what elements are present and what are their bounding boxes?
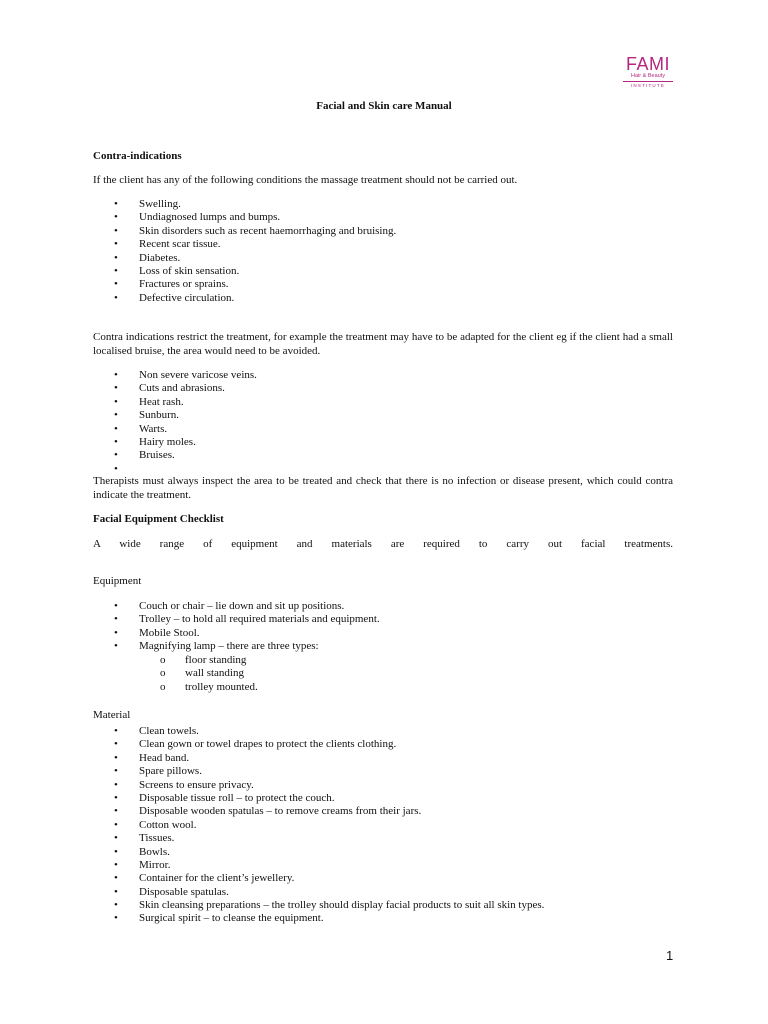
list-item-text: Cuts and abrasions. [139,382,225,395]
bullet-marker: • [114,198,118,210]
list-item [114,436,257,449]
bullet-marker: • [114,369,118,381]
sub-bullet-marker: o [160,654,166,666]
contra-list-2 [114,369,257,476]
list-item-text: Hairy moles. [139,435,196,448]
bullet-marker: • [114,832,118,845]
list-item [114,752,544,765]
list-item [114,872,544,885]
bullet-marker: • [114,422,118,435]
list-item [114,627,380,640]
bullet-marker: • [114,382,118,395]
list-item-text: Non severe varicose veins. [139,369,257,381]
list-item [114,805,544,818]
bullet-marker: • [114,409,118,422]
list-item [114,600,380,613]
list-item [114,369,257,382]
bullet-marker: • [114,765,118,778]
list-item [114,423,257,436]
bullet-marker: • [114,626,118,639]
list-item-text: Surgical spirit – to cleanse the equipment. [139,912,324,925]
list-item [160,681,258,694]
list-item-text: Container for the client’s jewellery. [139,872,295,885]
list-item-text: Mirror. [139,858,171,871]
bullet-marker: • [114,278,118,291]
list-item [114,859,544,872]
list-item-text: Mobile Stool. [139,626,200,639]
logo-tagline: Hair & Beauty [631,73,665,79]
checklist-heading: Facial Equipment Checklist [93,513,224,525]
list-item-text: wall standing [185,667,244,680]
bullet-marker: • [114,725,118,737]
list-item [114,765,544,778]
list-item-text: Diabetes. [139,251,181,264]
list-item-text: Skin cleansing preparations – the trolley should display facial products to suit all skin types. [139,899,545,912]
list-item-text: trolley mounted. [185,680,258,693]
logo-name: FAMI [625,54,670,74]
bullet-marker: • [114,640,118,653]
bullet-marker: • [114,858,118,871]
bullet-marker: • [114,449,118,462]
bullet-marker: • [114,291,118,304]
equipment-label: Equipment [93,575,142,587]
list-item [114,265,396,278]
list-item [114,396,257,409]
material-list [114,725,544,926]
bullet-marker: • [114,224,118,237]
bullet-marker: • [114,251,118,264]
bullet-marker: • [114,238,118,251]
list-item [114,725,544,738]
list-item-text: Screens to ensure privacy. [139,778,254,791]
contra-list-1 [114,198,396,305]
list-item [114,792,544,805]
list-item-text: Spare pillows. [139,765,202,778]
list-item-text: Head band. [139,751,190,764]
list-item [114,819,544,832]
list-item [114,198,396,211]
bullet-marker: • [114,462,118,475]
list-item-text: Bowls. [139,845,170,858]
list-item-text: Disposable wooden spatulas – to remove creams from their jars. [139,805,422,818]
list-item [114,225,396,238]
bullet-marker: • [114,435,118,448]
list-item-text: Sunburn. [139,409,180,422]
list-item-text: Defective circulation. [139,291,235,304]
list-item [114,613,380,626]
list-item [114,886,544,899]
bullet-marker: • [114,791,118,804]
list-item [160,667,258,680]
checklist-intro: A wide range of equipment and materials are required to carry out facial treatments. [93,538,673,550]
contra-intro: If the client has any of the following conditions the massage treatment should not be carried out. [93,174,518,186]
bullet-marker: • [114,600,118,612]
list-item-text: Swelling. [139,198,181,210]
list-item [114,899,544,912]
list-item [160,654,258,667]
list-item-text: Clean gown or towel drapes to protect the clients clothing. [139,738,397,751]
sub-bullet-marker: o [160,667,166,680]
bullet-marker: • [114,211,118,224]
bullet-marker: • [114,613,118,626]
list-item [114,278,396,291]
bullet-marker: • [114,264,118,277]
list-item-text: Tissues. [139,832,175,845]
list-item-text: floor standing [185,654,247,666]
bullet-marker: • [114,818,118,831]
lamp-types-list [160,654,258,694]
bullet-marker: • [114,845,118,858]
contra-heading: Contra-indications [93,150,182,162]
list-item [114,449,257,462]
list-item [114,846,544,859]
list-item [114,211,396,224]
equipment-list [114,600,380,654]
sub-bullet-marker: o [160,680,166,693]
therapists-paragraph: Therapists must always inspect the area to be treated and check that there is no infection or disease present, which could contra indicate the treatment. [93,475,673,501]
bullet-marker: • [114,738,118,751]
list-item-text: Clean towels. [139,725,199,737]
list-item-text: Warts. [139,422,168,435]
list-item-text: Skin disorders such as recent haemorrhaging and bruising. [139,224,397,237]
list-item [114,738,544,751]
page-number: 1 [666,948,674,963]
list-item-text: Recent scar tissue. [139,238,221,251]
list-item-text: Fractures or sprains. [139,278,229,291]
list-item-text: Loss of skin sensation. [139,264,240,277]
list-item [114,382,257,395]
contra-restrict-paragraph: Contra indications restrict the treatment, for example the treatment may have to be adapted for the client eg if the client had a small localised bruise, the area would need to be avoided. [93,331,673,357]
list-item-text: Heat rash. [139,395,184,408]
material-label: Material [93,709,131,721]
bullet-marker: • [114,778,118,791]
list-item-text: Disposable tissue roll – to protect the couch. [139,791,335,804]
bullet-marker: • [114,751,118,764]
fami-logo [620,55,676,89]
list-item-text: Disposable spatulas. [139,885,229,898]
list-item-text: Couch or chair – lie down and sit up positions. [139,600,345,612]
list-item-text: Trolley – to hold all required materials and equipment. [139,613,380,626]
list-item [114,252,396,265]
bullet-marker: • [114,899,118,912]
bullet-marker: • [114,805,118,818]
list-item-text: Undiagnosed lumps and bumps. [139,211,281,224]
list-item [114,779,544,792]
list-item [114,292,396,305]
bullet-marker: • [114,885,118,898]
list-item [114,640,380,653]
bullet-marker: • [114,872,118,885]
list-item-text: Magnifying lamp – there are three types: [139,640,319,653]
bullet-marker: • [114,395,118,408]
list-item [114,409,257,422]
list-item [114,832,544,845]
bullet-marker: • [114,912,118,925]
list-item-text: Cotton wool. [139,818,197,831]
list-item-text: Bruises. [139,449,175,462]
document-title: Facial and Skin care Manual [316,100,452,112]
list-item [114,912,544,925]
list-item [114,238,396,251]
logo-institute: INSTITUTE [623,81,673,89]
